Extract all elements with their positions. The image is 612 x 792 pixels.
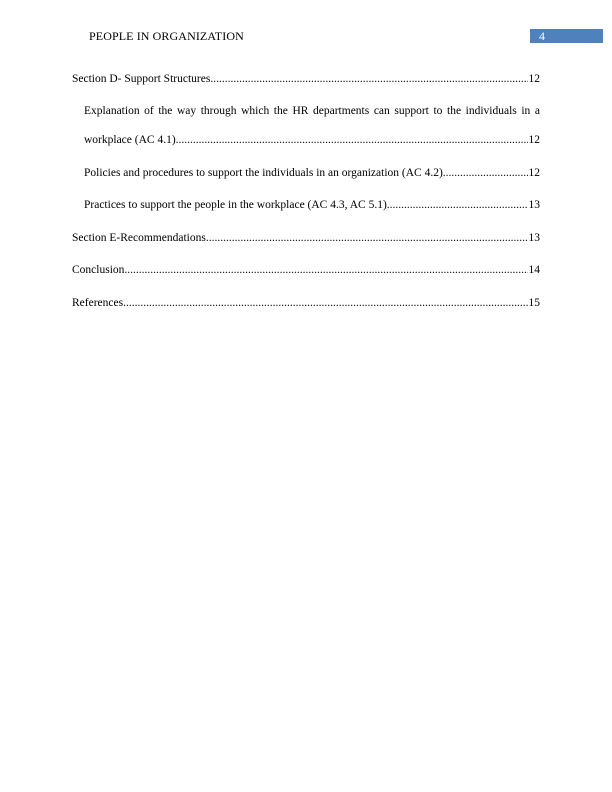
toc-entry-title-line2: workplace (AC 4.1)	[84, 134, 176, 146]
toc-leader-dots	[210, 72, 527, 86]
toc-entry-title: Conclusion	[72, 264, 125, 276]
toc-entry-ac43[interactable]	[84, 198, 540, 212]
toc-page-number: 13	[528, 232, 540, 244]
toc-leader-dots	[123, 296, 527, 310]
toc-page-number: 14	[528, 264, 540, 276]
toc-entry-conclusion[interactable]	[72, 263, 540, 277]
toc-entry-section-d[interactable]	[72, 72, 540, 86]
toc-entry-title: Section E-Recommendations	[72, 232, 206, 244]
toc-page-number: 15	[528, 297, 540, 309]
toc-leader-dots	[176, 133, 528, 147]
toc-leader-dots	[443, 166, 528, 180]
page-number-box	[530, 29, 603, 43]
running-head: PEOPLE IN ORGANIZATION	[89, 29, 244, 43]
toc-entry-section-e[interactable]	[72, 231, 540, 245]
toc-leader-dots	[124, 263, 527, 277]
toc-entry-title-line1: Explanation of the way through which the HR departments can support to the individuals in a	[84, 105, 540, 117]
toc-entry-title: Practices to support the people in the workplace (AC 4.3, AC 5.1)	[84, 199, 387, 211]
toc-leader-dots	[206, 231, 528, 245]
toc-page-number: 12	[528, 167, 540, 179]
toc-entry-ac41-continued[interactable]	[84, 133, 540, 147]
toc-entry-ac41[interactable]	[84, 104, 540, 118]
toc-page-number: 13	[528, 199, 540, 211]
toc-entry-ac42[interactable]	[84, 166, 540, 180]
toc-page-number: 12	[528, 134, 540, 146]
toc-leader-dots	[387, 198, 528, 212]
page-number: 4	[539, 29, 545, 43]
toc-entry-title: Section D- Support Structures	[72, 73, 211, 85]
toc-page-number: 12	[528, 73, 540, 85]
toc-entry-references[interactable]	[72, 296, 540, 310]
toc-entry-title: Policies and procedures to support the individuals in an organization (AC 4.2)	[84, 167, 443, 179]
toc-entry-title: References	[72, 297, 124, 309]
